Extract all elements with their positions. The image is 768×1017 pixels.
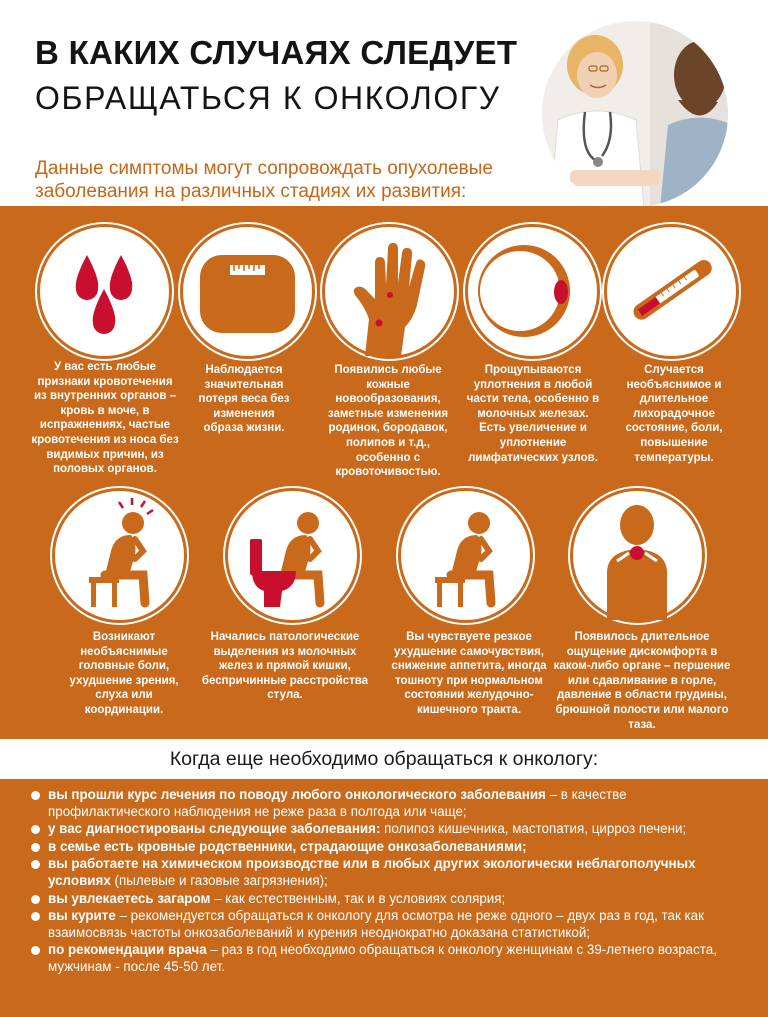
hand-mole-icon bbox=[322, 224, 457, 359]
bullet-icon bbox=[31, 895, 40, 904]
list-item-text: (пылевые и газовые загрязнения); bbox=[110, 872, 328, 888]
symptom-skin-changes-text: Появились любые кожные новообразования, заметные изменения родинок, бородавок, полипов и т.д., особенно с кровоточивостью. bbox=[327, 364, 449, 479]
list-item-bold: вы курите bbox=[48, 908, 116, 924]
symptom-wellbeing-text: Вы чувствуете резкое ухудшение самочувствия, снижение аппетита, иногда тошноту при нормальном состоянии желудочно-кишечного тракта. bbox=[391, 631, 547, 716]
list-item bbox=[30, 839, 742, 856]
when-list bbox=[30, 787, 742, 977]
blood-drops-icon bbox=[37, 224, 172, 359]
symptom-bleeding-text: У вас есть любые признаки кровотечения из внутренних органов – кровь в моче, в испражнениях, частые кровотечения из носа без видимых причин, из половых органов. bbox=[31, 361, 179, 476]
symptom-weight-loss-text: Наблюдается значительная потеря веса без изменения образа жизни. bbox=[198, 364, 290, 435]
list-item-text: – как естественным, так и в условиях солярия; bbox=[210, 890, 506, 906]
headache-person-icon bbox=[52, 488, 187, 623]
list-item-bold: вы прошли курс лечения по поводу любого онкологического заболевания bbox=[48, 787, 546, 802]
symptom-lumps-text: Прощупываются уплотнения в любой части тела, особенно в молочных железах. Есть увеличение и уплотнение лимфатических узлов. bbox=[466, 364, 600, 464]
page-title: В КАКИХ СЛУЧАЯХ СЛЕДУЕТ bbox=[35, 34, 518, 71]
page-subtitle: ОБРАЩАТЬСЯ К ОНКОЛОГУ bbox=[35, 80, 501, 116]
list-item-bold: вы увлекаетесь загаром bbox=[48, 890, 211, 906]
scale-icon bbox=[180, 224, 315, 359]
list-item bbox=[30, 908, 742, 941]
list-item bbox=[30, 891, 742, 908]
symptom-discomfort-text: Появилось длительное ощущение дискомфорта в каком-либо органе – першение или сдавливание в горле, давление в области грудины, брюшной полости или малого таза. bbox=[553, 631, 731, 731]
list-item-bold: по рекомендации врача bbox=[48, 942, 207, 958]
section-title: Когда еще необходимо обращаться к онкологу: bbox=[0, 739, 768, 779]
list-item-bold: вы работаете на химическом производстве или в любых других экологически неблагополучных условиях bbox=[48, 856, 696, 888]
intro-text: Данные симптомы могут сопровождать опухолевые заболевания на различных стадиях их развития: bbox=[35, 158, 494, 202]
doctor-photo bbox=[540, 20, 730, 208]
unwell-person-icon bbox=[398, 488, 533, 623]
list-item-text: полипоз кишечника, мастопатия, цирроз печени; bbox=[380, 821, 687, 837]
symptom-fever-text: Случается необъяснимое и длительное лихорадочное состояние, боли, повышение температуры. bbox=[625, 364, 723, 464]
list-item bbox=[30, 942, 742, 975]
bullet-icon bbox=[31, 843, 40, 852]
list-item bbox=[30, 821, 742, 838]
list-item bbox=[30, 856, 742, 889]
bullet-icon bbox=[31, 791, 40, 800]
thermometer-icon bbox=[604, 224, 739, 359]
bullet-icon bbox=[31, 825, 40, 834]
bullet-icon bbox=[31, 912, 40, 921]
list-item bbox=[30, 787, 742, 820]
list-item-text: – раз в год необходимо обращаться к онкологу женщинам с 39-летнего возраста, мужчинам - после 45-50 лет. bbox=[48, 942, 717, 974]
bullet-icon bbox=[31, 946, 40, 955]
throat-pain-person-icon bbox=[570, 488, 705, 623]
lump-icon bbox=[465, 224, 600, 359]
list-item-bold: у вас диагностированы следующие заболевания: bbox=[48, 821, 381, 837]
list-item-text: – в качестве профилактического наблюдения не реже раза в полгода или чаще; bbox=[48, 787, 627, 819]
toilet-person-icon bbox=[225, 488, 360, 623]
symptom-headache-text: Возникают необъяснимые головные боли, ухудшение зрения, слуха или координации. bbox=[69, 631, 179, 716]
symptom-discharge-text: Начались патологические выделения из молочных желез и прямой кишки, беспричинные расстройства стула. bbox=[201, 631, 369, 702]
list-item-text: – рекомендуется обращаться к онкологу для осмотра не реже одного – двух раз в год, так как взаимосвязь частоты онкозаболеваний и курения неоднократно доказана статистикой; bbox=[48, 908, 704, 940]
list-item-bold: в семье есть кровные родственники, страдающие онкозаболеваниями; bbox=[48, 838, 527, 854]
bullet-icon bbox=[31, 860, 40, 869]
